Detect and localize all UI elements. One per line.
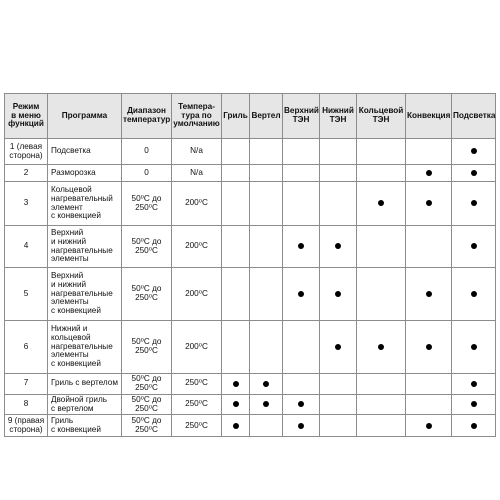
bullet-icon: [426, 344, 432, 350]
top-element-flag: [283, 321, 320, 374]
mode-cell: 1 (левая сторона): [5, 139, 48, 165]
bottom-element-flag: [320, 374, 357, 395]
light-flag: [452, 139, 496, 165]
convection-flag: [406, 321, 452, 374]
top-element-flag: [283, 394, 320, 415]
program-cell: Кольцевой нагревательный элемент с конвекцией: [48, 182, 122, 226]
range-cell: 50⁰С до 250⁰С: [122, 374, 172, 395]
bullet-icon: [471, 200, 477, 206]
header-row: [5, 94, 496, 139]
table-row: [5, 182, 496, 226]
mode-cell: 4: [5, 226, 48, 268]
table-row: [5, 374, 496, 395]
grill-flag: [222, 374, 250, 395]
spit-flag: [250, 415, 283, 437]
default-temp-cell: 200⁰С: [172, 321, 222, 374]
bottom-element-flag: [320, 394, 357, 415]
mode-cell: 5: [5, 268, 48, 321]
grill-flag: [222, 268, 250, 321]
bullet-icon: [378, 344, 384, 350]
grill-flag: [222, 394, 250, 415]
mode-cell: 9 (правая сторона): [5, 415, 48, 437]
light-flag: [452, 165, 496, 182]
default-temp-cell: N/a: [172, 165, 222, 182]
spit-flag: [250, 268, 283, 321]
ring-element-flag: [357, 321, 406, 374]
bullet-icon: [335, 243, 341, 249]
header-light: Подсветка: [452, 94, 496, 139]
bullet-icon: [263, 381, 269, 387]
top-element-flag: [283, 268, 320, 321]
convection-flag: [406, 226, 452, 268]
bullet-icon: [263, 401, 269, 407]
bullet-icon: [471, 148, 477, 154]
spit-flag: [250, 139, 283, 165]
mode-cell: 8: [5, 394, 48, 415]
header-top-element: Верхний ТЭН: [283, 94, 320, 139]
ring-element-flag: [357, 165, 406, 182]
bottom-element-flag: [320, 415, 357, 437]
header-grill: Гриль: [222, 94, 250, 139]
ring-element-flag: [357, 139, 406, 165]
grill-flag: [222, 415, 250, 437]
bullet-icon: [426, 291, 432, 297]
default-temp-cell: 250⁰С: [172, 374, 222, 395]
program-cell: Двойной гриль с вертелом: [48, 394, 122, 415]
header-convection: Конвекция: [406, 94, 452, 139]
light-flag: [452, 182, 496, 226]
mode-cell: 7: [5, 374, 48, 395]
header-ring-element: Кольцевой ТЭН: [357, 94, 406, 139]
convection-flag: [406, 374, 452, 395]
oven-modes-table: [4, 93, 496, 437]
bullet-icon: [471, 423, 477, 429]
ring-element-flag: [357, 374, 406, 395]
range-cell: 0: [122, 165, 172, 182]
ring-element-flag: [357, 182, 406, 226]
convection-flag: [406, 165, 452, 182]
bullet-icon: [471, 243, 477, 249]
table-row: [5, 165, 496, 182]
header-default: Темпера- тура по умолчанию: [172, 94, 222, 139]
default-temp-cell: 250⁰С: [172, 415, 222, 437]
grill-flag: [222, 139, 250, 165]
bottom-element-flag: [320, 321, 357, 374]
range-cell: 0: [122, 139, 172, 165]
bullet-icon: [298, 291, 304, 297]
top-element-flag: [283, 165, 320, 182]
bullet-icon: [426, 200, 432, 206]
light-flag: [452, 321, 496, 374]
convection-flag: [406, 139, 452, 165]
program-cell: Гриль с вертелом: [48, 374, 122, 395]
spit-flag: [250, 182, 283, 226]
ring-element-flag: [357, 226, 406, 268]
convection-flag: [406, 182, 452, 226]
spit-flag: [250, 374, 283, 395]
light-flag: [452, 268, 496, 321]
light-flag: [452, 374, 496, 395]
light-flag: [452, 394, 496, 415]
range-cell: 50⁰С до 250⁰С: [122, 182, 172, 226]
range-cell: 50⁰С до 250⁰С: [122, 226, 172, 268]
convection-flag: [406, 415, 452, 437]
program-cell: Верхний и нижний нагревательные элементы с конвекцией: [48, 268, 122, 321]
program-cell: Гриль с конвекцией: [48, 415, 122, 437]
bullet-icon: [233, 381, 239, 387]
grill-flag: [222, 182, 250, 226]
convection-flag: [406, 268, 452, 321]
convection-flag: [406, 394, 452, 415]
default-temp-cell: 200⁰С: [172, 182, 222, 226]
range-cell: 50⁰С до 250⁰С: [122, 321, 172, 374]
ring-element-flag: [357, 394, 406, 415]
program-cell: Нижний и кольцевой нагревательные элементы с конвекцией: [48, 321, 122, 374]
bullet-icon: [426, 423, 432, 429]
spit-flag: [250, 165, 283, 182]
bottom-element-flag: [320, 182, 357, 226]
bullet-icon: [335, 344, 341, 350]
program-cell: Подсветка: [48, 139, 122, 165]
bullet-icon: [298, 401, 304, 407]
top-element-flag: [283, 182, 320, 226]
default-temp-cell: 200⁰С: [172, 226, 222, 268]
range-cell: 50⁰С до 250⁰С: [122, 394, 172, 415]
bullet-icon: [298, 423, 304, 429]
program-cell: Разморозка: [48, 165, 122, 182]
spit-flag: [250, 226, 283, 268]
mode-cell: 2: [5, 165, 48, 182]
spit-flag: [250, 394, 283, 415]
header-spit: Вертел: [250, 94, 283, 139]
bottom-element-flag: [320, 165, 357, 182]
ring-element-flag: [357, 268, 406, 321]
bottom-element-flag: [320, 226, 357, 268]
top-element-flag: [283, 374, 320, 395]
default-temp-cell: N/a: [172, 139, 222, 165]
bottom-element-flag: [320, 139, 357, 165]
grill-flag: [222, 226, 250, 268]
default-temp-cell: 250⁰С: [172, 394, 222, 415]
top-element-flag: [283, 226, 320, 268]
bullet-icon: [426, 170, 432, 176]
bullet-icon: [471, 291, 477, 297]
table-row: [5, 268, 496, 321]
grill-flag: [222, 165, 250, 182]
table-row: [5, 415, 496, 437]
bullet-icon: [335, 291, 341, 297]
table-row: [5, 139, 496, 165]
table-row: [5, 321, 496, 374]
header-mode: Режим в меню функций: [5, 94, 48, 139]
bullet-icon: [233, 423, 239, 429]
program-cell: Верхний и нижний нагревательные элементы: [48, 226, 122, 268]
bullet-icon: [471, 401, 477, 407]
bullet-icon: [471, 381, 477, 387]
header-bottom-element: Нижний ТЭН: [320, 94, 357, 139]
range-cell: 50⁰С до 250⁰С: [122, 415, 172, 437]
ring-element-flag: [357, 415, 406, 437]
default-temp-cell: 200⁰С: [172, 268, 222, 321]
range-cell: 50⁰С до 250⁰С: [122, 268, 172, 321]
table-row: [5, 226, 496, 268]
bottom-element-flag: [320, 268, 357, 321]
mode-cell: 6: [5, 321, 48, 374]
light-flag: [452, 415, 496, 437]
spit-flag: [250, 321, 283, 374]
bullet-icon: [378, 200, 384, 206]
header-range: Диапазон температур: [122, 94, 172, 139]
table-body: [5, 139, 496, 437]
bullet-icon: [471, 344, 477, 350]
bullet-icon: [471, 170, 477, 176]
top-element-flag: [283, 139, 320, 165]
top-element-flag: [283, 415, 320, 437]
mode-cell: 3: [5, 182, 48, 226]
header-program: Программа: [48, 94, 122, 139]
grill-flag: [222, 321, 250, 374]
bullet-icon: [298, 243, 304, 249]
light-flag: [452, 226, 496, 268]
bullet-icon: [233, 401, 239, 407]
table-row: [5, 394, 496, 415]
